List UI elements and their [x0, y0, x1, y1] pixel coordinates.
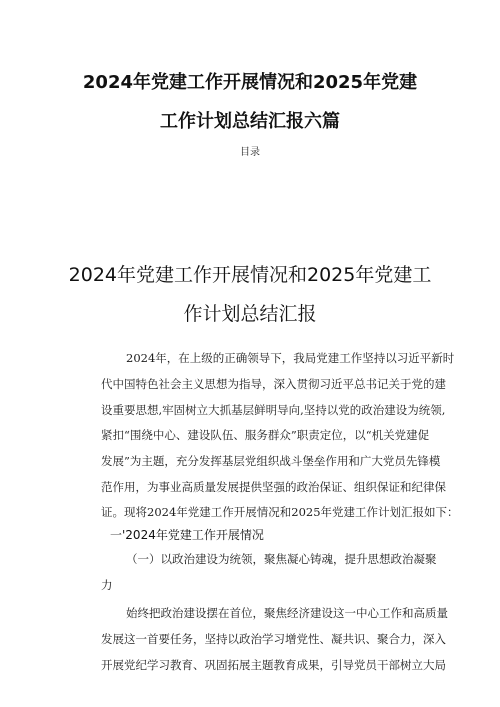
body-line-4: 紧扣“围绕中心、建设队伍、服务群众”职责定位，以“机关党建促 [101, 428, 430, 442]
body-line-1: 2024年，在上级的正确领导下，我局党建工作坚持以习近平新时 [126, 351, 455, 365]
report-title-line-1: 2024年党建工作开展情况和2025年党建工 [68, 264, 432, 286]
section-heading-1: 一'2024年党建工作开展情况 [110, 528, 264, 542]
body-line-6: 范作用，为事业高质量发展提供坚强的政治保证、组织保证和纪律保 [101, 480, 446, 494]
body-line-5: 发展”为主题，充分发挥基层党组织战斗堡垒作用和广大党员先锋模 [101, 454, 441, 468]
body-line-3: 设重要思想,牢固树立大抓基层鲜明导向,坚持以党的政治建设为统领, [101, 403, 446, 417]
document-title-line-1: 2024年党建工作开展情况和2025年党建 [82, 72, 418, 93]
subsection-heading-line-2: 力 [101, 578, 113, 592]
document-title-line-2: 工作计划总结汇报六篇 [160, 111, 340, 132]
body2-line-1: 始终把政治建设摆在首位，聚焦经济建设这一中心工作和高质量 [126, 606, 448, 620]
body-line-2: 代中国特色社会主义思想为指导，深入贯彻习近平总书记关于党的建 [101, 377, 446, 391]
subsection-heading-line-1: （一）以政治建设为统领，聚焦凝心铸魂，提升思想政治凝聚 [126, 552, 437, 566]
body-line-7: 证。现将2024年党建工作开展情况和2025年党建工作计划汇报如下： [101, 505, 459, 519]
body2-line-3: 开展党纪学习教育、巩固拓展主题教育成果，引导党员干部树立大局 [101, 658, 446, 672]
report-title-line-2: 作计划总结汇报 [183, 303, 317, 325]
toc-label: 目录 [240, 147, 260, 158]
body2-line-2: 发展这一首要任务，坚持以政治学习增党性、凝共识、聚合力，深入 [101, 632, 446, 646]
